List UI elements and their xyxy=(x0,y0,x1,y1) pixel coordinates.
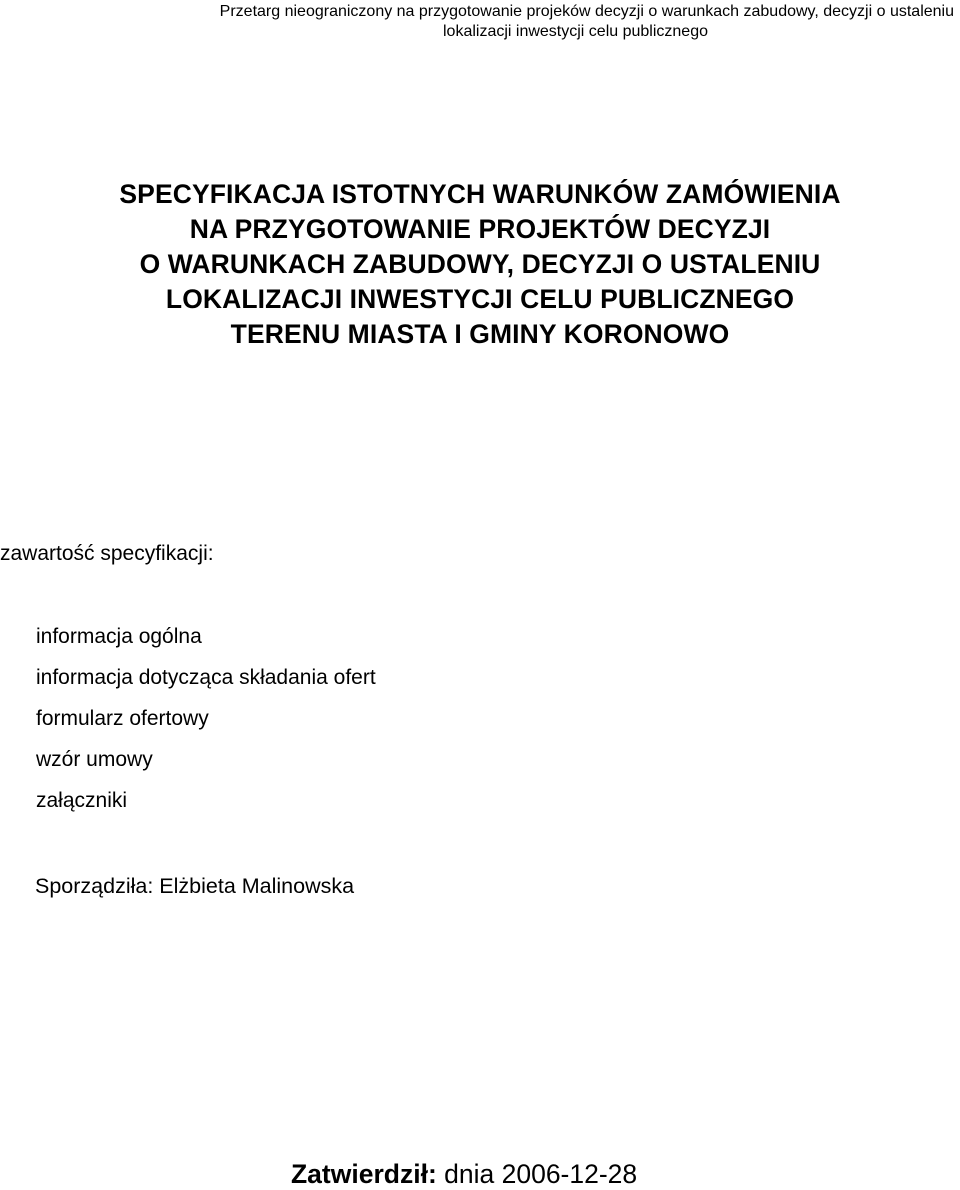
approval-line xyxy=(291,1158,637,1190)
title-line-1: SPECYFIKACJA ISTOTNYCH WARUNKÓW ZAMÓWIENIA xyxy=(119,179,841,209)
title-line-3: O WARUNKACH ZABUDOWY, DECYZJI O USTALENIU xyxy=(139,249,821,279)
approved-date: dnia 2006-12-28 xyxy=(444,1159,638,1189)
contents-label: zawartość specyfikacji: xyxy=(0,542,214,565)
document-title xyxy=(0,177,960,352)
contents-item-contract-template: wzór umowy xyxy=(36,748,153,771)
contents-item-general-info: informacja ogólna xyxy=(36,625,202,648)
title-line-2: NA PRZYGOTOWANIE PROJEKTÓW DECYZJI xyxy=(189,214,771,244)
contents-list xyxy=(36,624,376,829)
prepared-by: Sporządziła: Elżbieta Malinowska xyxy=(35,874,355,898)
contents-item-offer-form: formularz ofertowy xyxy=(36,707,209,730)
title-line-4: LOKALIZACJI INWESTYCJI CELU PUBLICZNEGO xyxy=(165,284,795,314)
title-line-5: TERENU MIASTA I GMINY KORONOWO xyxy=(230,319,730,349)
running-header xyxy=(134,2,954,42)
header-line-2: lokalizacji inwestycji celu publicznego xyxy=(442,23,708,40)
contents-item-attachments: załączniki xyxy=(36,789,128,812)
approved-label: Zatwierdził: xyxy=(291,1159,437,1189)
contents-item-offer-submission-info: informacja dotycząca składania ofert xyxy=(36,666,376,689)
header-line-1: Przetarg nieograniczony na przygotowanie projeków decyzji o warunkach zabudowy, decyzji o ustaleniu xyxy=(219,3,954,20)
